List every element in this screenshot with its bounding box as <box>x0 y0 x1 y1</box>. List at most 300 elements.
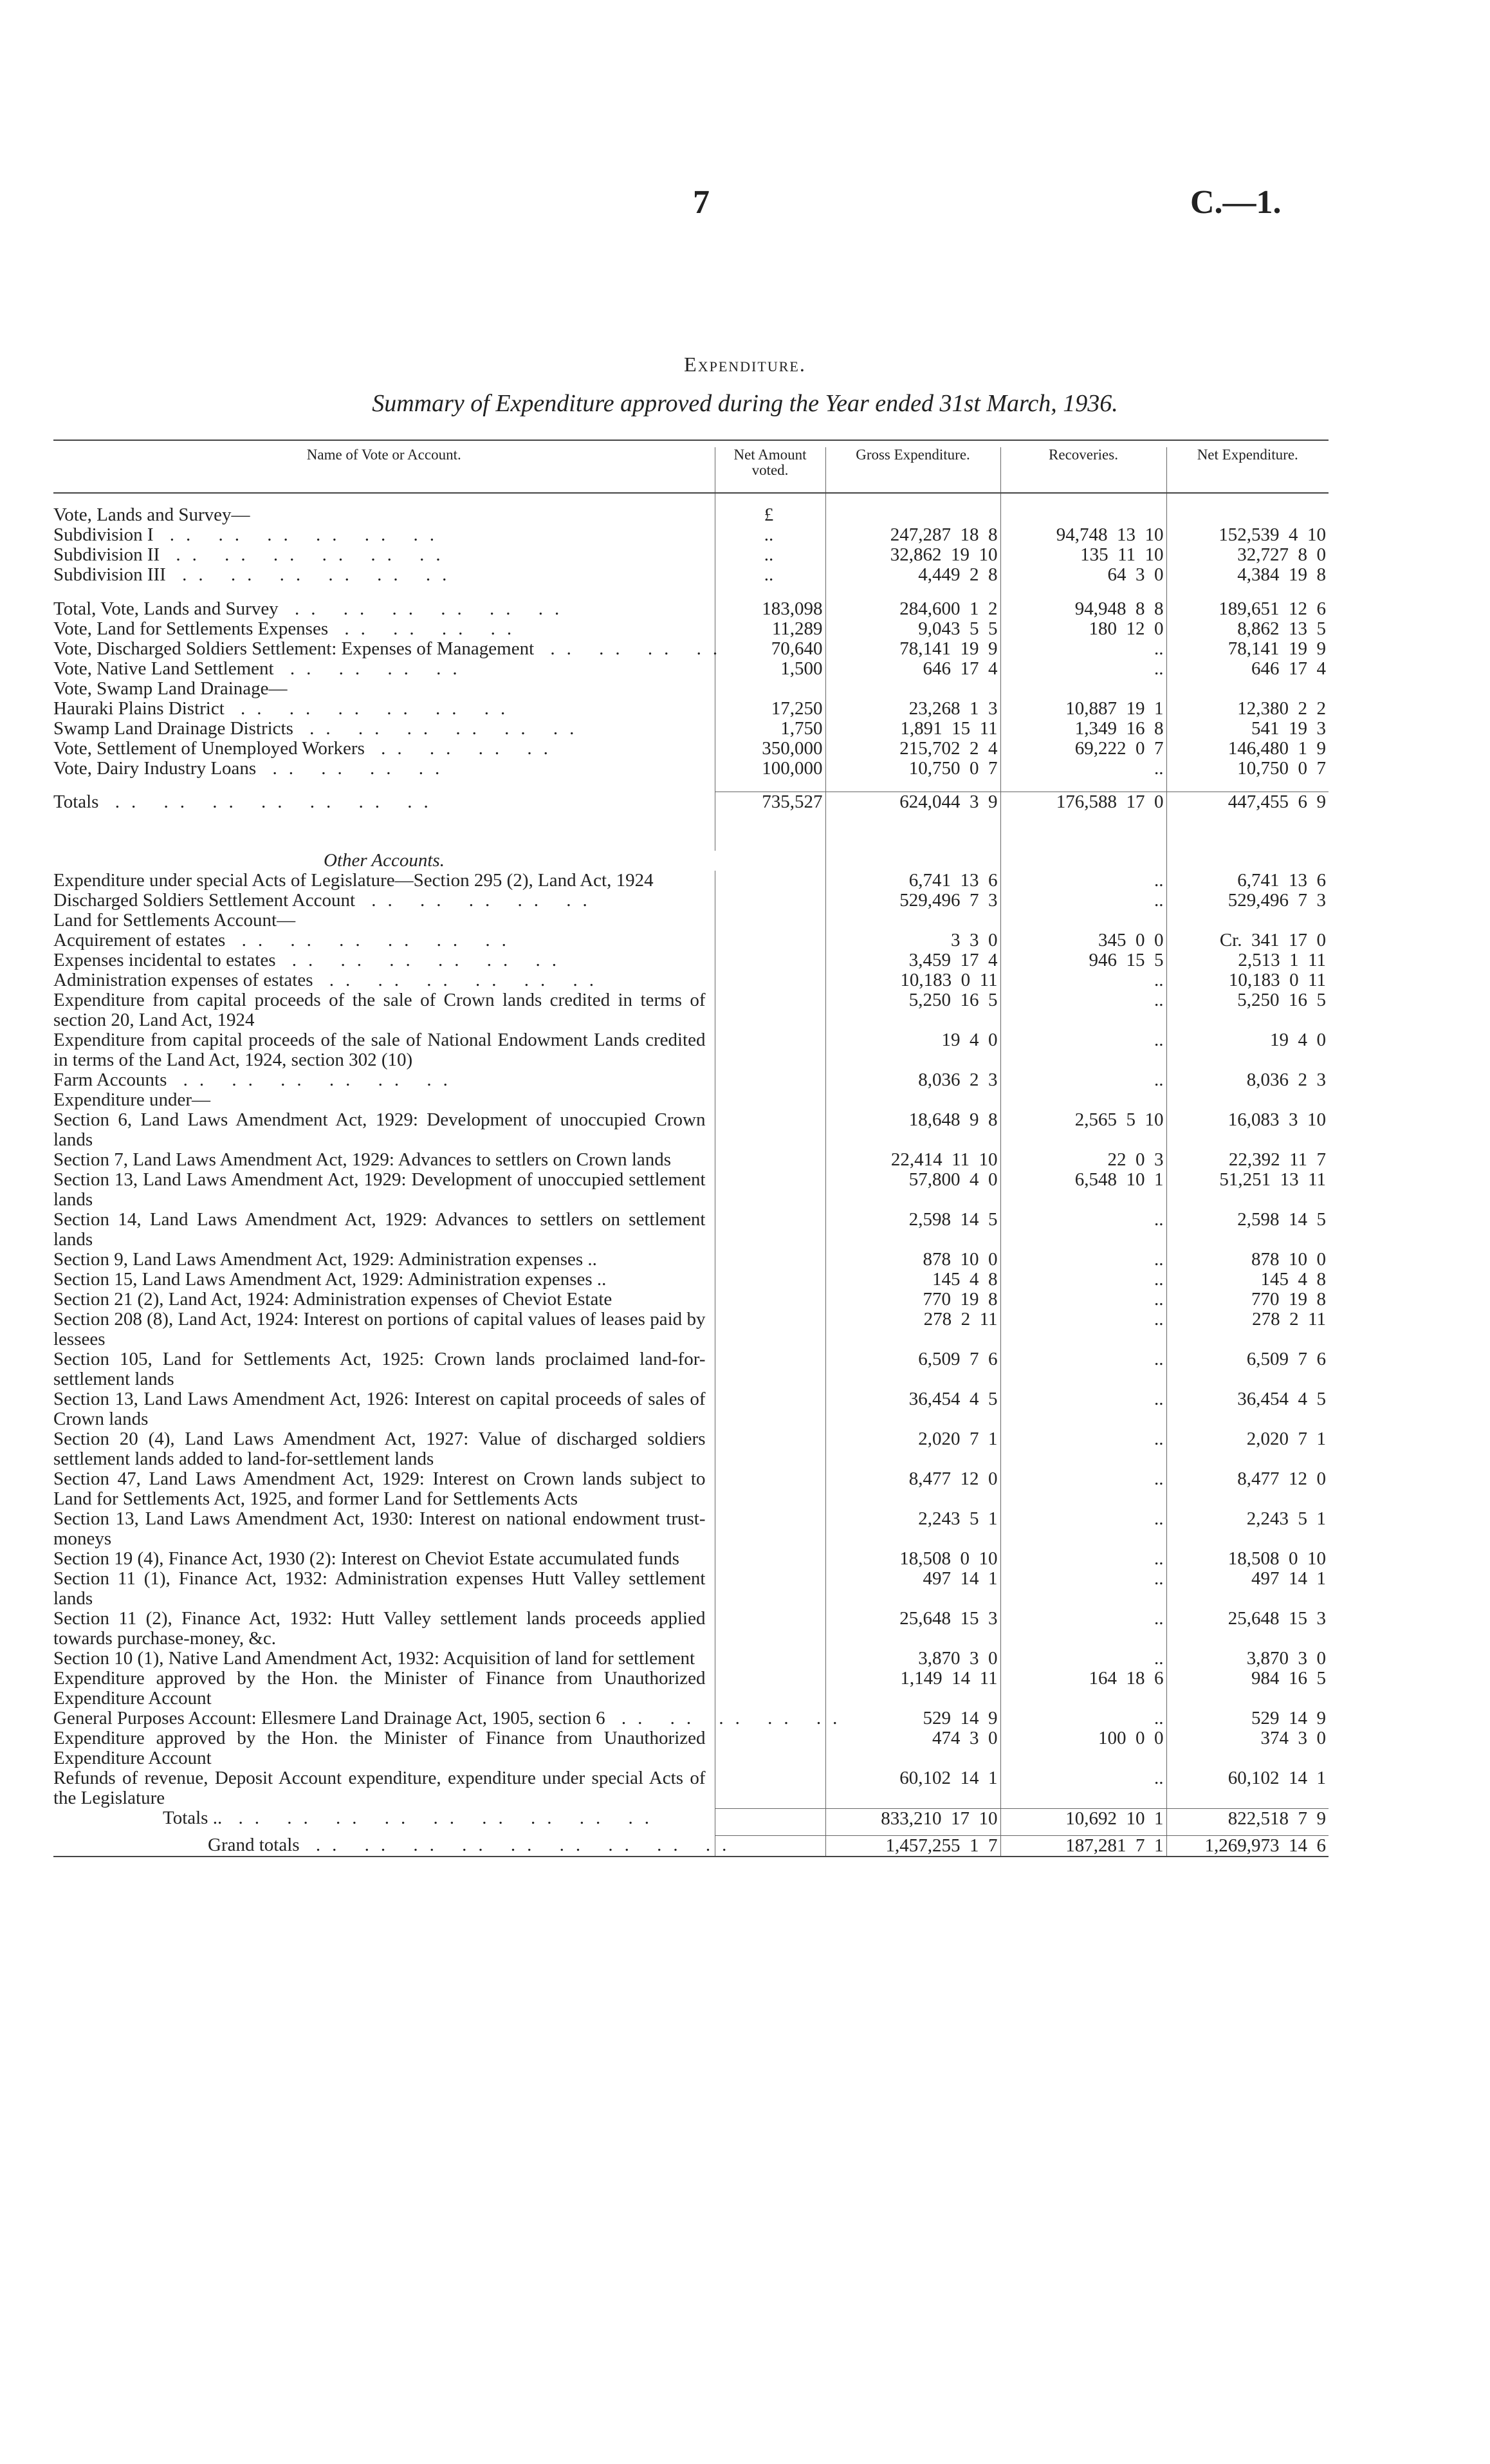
voted-cell <box>715 891 825 911</box>
row-label-text: Section 9, Land Laws Amendment Act, 1929: Administration expenses .. <box>53 1249 597 1270</box>
recoveries-cell: 176,588 17 0 <box>1000 792 1166 813</box>
recoveries-cell: .. <box>1000 891 1166 911</box>
row-label <box>53 1250 715 1270</box>
table-row <box>53 990 1329 1030</box>
row-label <box>53 1210 715 1250</box>
recoveries-cell: 135 11 10 <box>1000 545 1166 565</box>
table-row <box>53 1709 1329 1728</box>
table-row <box>53 1728 1329 1768</box>
gross-cell: 36,454 4 5 <box>825 1389 1000 1429</box>
gross-cell: 57,800 4 0 <box>825 1170 1000 1210</box>
row-label: Vote, Dairy Industry Loans .. .. .. .. <box>53 758 452 779</box>
row-label-text: Expenditure from capital proceeds of the sale of Crown lands credited in terms of section 20, Land Act, 1924 <box>53 990 706 1030</box>
net-cell: 8,036 2 3 <box>1166 1070 1329 1090</box>
row-label-text: Vote, Lands and Survey— <box>53 505 250 525</box>
recoveries-cell: 345 0 0 <box>1000 931 1166 950</box>
row-label-text: Totals .. <box>163 1808 223 1828</box>
row-label: Subdivision I .. .. .. .. .. .. <box>53 524 446 545</box>
other-totals-row <box>53 1808 1329 1829</box>
net-cell: 25,648 15 3 <box>1166 1609 1329 1649</box>
row-label <box>53 1150 715 1170</box>
row-label-text: Section 47, Land Laws Amendment Act, 1929: Interest on Crown lands subject to Land for Settlements Act, 1925, and former Land for Settlements Acts <box>53 1468 706 1509</box>
table-row <box>53 1150 1329 1170</box>
row-label <box>53 1270 715 1290</box>
recoveries-cell <box>1000 505 1166 525</box>
row-label <box>53 1728 715 1768</box>
row-label-text: Subdivision I <box>53 524 154 545</box>
gross-cell: 284,600 1 2 <box>825 599 1000 619</box>
table-row <box>53 1090 1329 1110</box>
table-row <box>53 1768 1329 1808</box>
recoveries-cell: 6,548 10 1 <box>1000 1170 1166 1210</box>
row-label-text: Expenditure approved by the Hon. the Minister of Finance from Unauthorized Expenditure Account <box>53 1668 706 1709</box>
gross-cell <box>825 911 1000 931</box>
voted-cell: .. <box>715 545 825 565</box>
net-cell: 12,380 2 2 <box>1166 699 1329 719</box>
voted-cell <box>715 1250 825 1270</box>
net-cell: 2,243 5 1 <box>1166 1509 1329 1549</box>
row-label: Vote, Settlement of Unemployed Workers .. .. .. .. <box>53 738 560 759</box>
spacer-row <box>53 493 1329 505</box>
table-row <box>53 931 1329 950</box>
gross-cell: 878 10 0 <box>825 1250 1000 1270</box>
gross-cell: 3,459 17 4 <box>825 950 1000 970</box>
voted-cell <box>715 1649 825 1669</box>
col-header-voted: Net Amount voted. <box>715 447 825 493</box>
row-label <box>53 1110 715 1150</box>
row-label-text: Vote, Land for Settlements Expenses <box>53 618 329 639</box>
recoveries-cell: .. <box>1000 759 1166 779</box>
row-label: Grand totals .. .. .. .. .. .. .. .. .. <box>53 1835 715 1857</box>
gross-cell: 529 14 9 <box>825 1709 1000 1728</box>
net-cell: 2,513 1 11 <box>1166 950 1329 970</box>
row-label: Totals .. .. .. .. .. .. .. .. .. .. <box>53 1808 715 1829</box>
recoveries-cell: .. <box>1000 1349 1166 1389</box>
recoveries-cell: 69,222 0 7 <box>1000 739 1166 759</box>
table-row <box>53 739 1329 759</box>
voted-cell <box>715 1808 825 1829</box>
row-label-text: Expenditure approved by the Hon. the Minister of Finance from Unauthorized Expenditure Account <box>53 1728 706 1768</box>
row-label: General Purposes Account: Ellesmere Land Drainage Act, 1905, section 6 .. .. .. .. .. <box>53 1708 849 1728</box>
document-code: C.—1. <box>1190 184 1282 221</box>
net-cell: 10,750 0 7 <box>1166 759 1329 779</box>
row-label-text: Swamp Land Drainage Districts <box>53 718 293 739</box>
net-cell: 497 14 1 <box>1166 1569 1329 1609</box>
row-label-text: Vote, Discharged Soldiers Settlement: Expenses of Management <box>53 638 535 659</box>
net-cell: 3,870 3 0 <box>1166 1649 1329 1669</box>
row-label: Acquirement of estates .. .. .. .. .. .. <box>53 930 518 950</box>
net-cell: 1,269,973 14 6 <box>1166 1835 1329 1857</box>
row-label <box>53 990 715 1030</box>
net-cell: 646 17 4 <box>1166 659 1329 679</box>
voted-cell <box>715 1290 825 1310</box>
net-cell: 8,862 13 5 <box>1166 619 1329 639</box>
recoveries-cell: .. <box>1000 1768 1166 1808</box>
table-row <box>53 1509 1329 1549</box>
gross-cell: 23,268 1 3 <box>825 699 1000 719</box>
voted-cell <box>715 1110 825 1150</box>
voted-cell: .. <box>715 525 825 545</box>
table-row <box>53 1389 1329 1429</box>
row-label-text: Expenditure under— <box>53 1089 211 1110</box>
table-row <box>53 1270 1329 1290</box>
net-cell: 22,392 11 7 <box>1166 1150 1329 1170</box>
net-cell: 10,183 0 11 <box>1166 970 1329 990</box>
table-row <box>53 505 1329 525</box>
gross-cell <box>825 679 1000 699</box>
voted-cell: 183,098 <box>715 599 825 619</box>
table-row <box>53 1030 1329 1070</box>
col-header-recoveries: Recoveries. <box>1000 447 1166 493</box>
table-row <box>53 1549 1329 1569</box>
recoveries-cell: 94,748 13 10 <box>1000 525 1166 545</box>
voted-cell <box>715 1070 825 1090</box>
table-title: Summary of Expenditure approved during the Year ended 31st March, 1936. <box>372 390 1118 417</box>
spacer-row <box>53 779 1329 792</box>
row-label-text: General Purposes Account: Ellesmere Land Drainage Act, 1905, section 6 <box>53 1708 605 1728</box>
gross-cell: 10,750 0 7 <box>825 759 1000 779</box>
net-cell: 6,741 13 6 <box>1166 871 1329 891</box>
recoveries-cell: .. <box>1000 1210 1166 1250</box>
table-row <box>53 599 1329 619</box>
net-cell: 189,651 12 6 <box>1166 599 1329 619</box>
gross-cell: 1,149 14 11 <box>825 1669 1000 1709</box>
expenditure-table <box>53 447 1329 1860</box>
row-label-text: Administration expenses of estates <box>53 970 313 990</box>
table-row <box>53 1609 1329 1649</box>
recoveries-cell: 94,948 8 8 <box>1000 599 1166 619</box>
row-label-text: Section 208 (8), Land Act, 1924: Interest on portions of capital values of leases paid by lessees <box>53 1309 706 1349</box>
gross-cell: 22,414 11 10 <box>825 1150 1000 1170</box>
table-row <box>53 659 1329 679</box>
voted-cell: 11,289 <box>715 619 825 639</box>
gross-cell: 497 14 1 <box>825 1569 1000 1609</box>
net-cell: 4,384 19 8 <box>1166 565 1329 585</box>
table-row <box>53 1290 1329 1310</box>
recoveries-cell: 100 0 0 <box>1000 1728 1166 1768</box>
row-label: Subdivision III .. .. .. .. .. .. <box>53 564 459 585</box>
row-label <box>53 1509 715 1549</box>
gross-cell: 32,862 19 10 <box>825 545 1000 565</box>
table-row <box>53 1170 1329 1210</box>
row-label <box>53 1310 715 1349</box>
row-label <box>53 505 715 525</box>
net-cell: 2,598 14 5 <box>1166 1210 1329 1250</box>
row-label-text: Land for Settlements Account— <box>53 910 296 931</box>
net-cell <box>1166 911 1329 931</box>
gross-cell: 247,287 18 8 <box>825 525 1000 545</box>
table-row <box>53 970 1329 990</box>
row-label-text: Section 11 (2), Finance Act, 1932: Hutt Valley settlement lands proceeds applied towards purchase-money, &c. <box>53 1608 706 1649</box>
gross-cell: 3,870 3 0 <box>825 1649 1000 1669</box>
row-label <box>53 911 715 931</box>
net-cell: 16,083 3 10 <box>1166 1110 1329 1150</box>
row-label-text: Expenditure under special Acts of Legislature—Section 295 (2), Land Act, 1924 <box>53 870 654 891</box>
voted-cell <box>715 1609 825 1649</box>
gross-cell: 18,508 0 10 <box>825 1549 1000 1569</box>
recoveries-cell: .. <box>1000 970 1166 990</box>
recoveries-cell: 187,281 7 1 <box>1000 1835 1166 1857</box>
voted-cell <box>715 1310 825 1349</box>
row-label-text: Section 7, Land Laws Amendment Act, 1929: Advances to settlers on Crown lands <box>53 1149 672 1170</box>
gross-cell: 646 17 4 <box>825 659 1000 679</box>
gross-cell: 1,457,255 1 7 <box>825 1835 1000 1857</box>
gross-cell: 60,102 14 1 <box>825 1768 1000 1808</box>
net-cell: 878 10 0 <box>1166 1250 1329 1270</box>
recoveries-cell: 10,692 10 1 <box>1000 1808 1166 1829</box>
row-label-text: Section 19 (4), Finance Act, 1930 (2): Interest on Cheviot Estate accumulated funds <box>53 1548 679 1569</box>
gross-cell: 6,741 13 6 <box>825 871 1000 891</box>
gross-cell: 10,183 0 11 <box>825 970 1000 990</box>
recoveries-cell: .. <box>1000 990 1166 1030</box>
gross-cell: 2,598 14 5 <box>825 1210 1000 1250</box>
net-cell: 447,455 6 9 <box>1166 792 1329 813</box>
row-label-text: Section 13, Land Laws Amendment Act, 1930: Interest on national endowment trust-moneys <box>53 1508 706 1549</box>
net-cell: 32,727 8 0 <box>1166 545 1329 565</box>
row-label: Subdivision II .. .. .. .. .. .. <box>53 544 452 565</box>
net-cell: 822,518 7 9 <box>1166 1808 1329 1829</box>
row-label <box>53 1669 715 1709</box>
voted-cell <box>715 1469 825 1509</box>
gross-cell: 6,509 7 6 <box>825 1349 1000 1389</box>
row-label <box>53 1090 715 1110</box>
table-row <box>53 1469 1329 1509</box>
row-label-text: Section 6, Land Laws Amendment Act, 1929: Development of unoccupied Crown lands <box>53 1109 706 1150</box>
table-row <box>53 1649 1329 1669</box>
table-row <box>53 1070 1329 1090</box>
gross-cell: 1,891 15 11 <box>825 719 1000 739</box>
row-label-text: Grand totals <box>208 1835 300 1855</box>
col-header-name: Name of Vote or Account. <box>53 447 715 493</box>
voted-cell <box>715 1549 825 1569</box>
row-label <box>53 1549 715 1569</box>
row-label-text: Section 11 (1), Finance Act, 1932: Administration expenses Hutt Valley settlement lands <box>53 1568 706 1609</box>
voted-cell <box>715 1728 825 1768</box>
gross-cell: 278 2 11 <box>825 1310 1000 1349</box>
table-row <box>53 1110 1329 1150</box>
gross-cell: 474 3 0 <box>825 1728 1000 1768</box>
table-row <box>53 1349 1329 1389</box>
table-row <box>53 1569 1329 1609</box>
gross-cell: 3 3 0 <box>825 931 1000 950</box>
header-row <box>53 447 1329 493</box>
voted-cell <box>715 1509 825 1549</box>
voted-cell <box>715 970 825 990</box>
gross-cell: 9,043 5 5 <box>825 619 1000 639</box>
recoveries-cell: 946 15 5 <box>1000 950 1166 970</box>
gross-cell: 19 4 0 <box>825 1030 1000 1070</box>
row-label <box>53 1768 715 1808</box>
row-label <box>53 1170 715 1210</box>
row-label <box>53 1469 715 1509</box>
voted-cell <box>715 1090 825 1110</box>
voted-cell <box>715 1669 825 1709</box>
recoveries-cell: .. <box>1000 871 1166 891</box>
voted-cell <box>715 1349 825 1389</box>
row-label <box>53 871 715 891</box>
grand-totals-row <box>53 1835 1329 1857</box>
net-cell: 146,480 1 9 <box>1166 739 1329 759</box>
net-cell: 8,477 12 0 <box>1166 1469 1329 1509</box>
net-cell: 36,454 4 5 <box>1166 1389 1329 1429</box>
row-label-text: Vote, Settlement of Unemployed Workers <box>53 738 365 759</box>
row-label <box>53 1349 715 1389</box>
recoveries-cell: .. <box>1000 1070 1166 1090</box>
row-label: Farm Accounts .. .. .. .. .. .. <box>53 1070 459 1090</box>
voted-cell <box>715 990 825 1030</box>
row-label: Discharged Soldiers Settlement Account .. .. .. .. .. <box>53 890 599 911</box>
totals-row <box>53 792 1329 813</box>
net-cell <box>1166 1090 1329 1110</box>
gross-cell: 833,210 17 10 <box>825 1808 1000 1829</box>
row-label <box>53 1429 715 1469</box>
row-label: Swamp Land Drainage Districts .. .. .. .. .. .. <box>53 718 586 739</box>
table-row <box>53 891 1329 911</box>
row-label-text: Totals <box>53 791 99 812</box>
recoveries-cell: .. <box>1000 1609 1166 1649</box>
table-row <box>53 871 1329 891</box>
recoveries-cell: 22 0 3 <box>1000 1150 1166 1170</box>
voted-cell <box>715 1389 825 1429</box>
row-label-text: Farm Accounts <box>53 1070 167 1090</box>
table-row <box>53 565 1329 585</box>
recoveries-cell: .. <box>1000 1649 1166 1669</box>
table-row <box>53 1210 1329 1250</box>
recoveries-cell <box>1000 1090 1166 1110</box>
col-header-net: Net Expenditure. <box>1166 447 1329 493</box>
recoveries-cell: .. <box>1000 1270 1166 1290</box>
row-label <box>53 1389 715 1429</box>
voted-cell: 17,250 <box>715 699 825 719</box>
page-number: 7 <box>693 184 710 221</box>
voted-cell: 100,000 <box>715 759 825 779</box>
row-label <box>53 1649 715 1669</box>
row-label-text: Refunds of revenue, Deposit Account expenditure, expenditure under special Acts of the Legislature <box>53 1768 706 1808</box>
table-row <box>53 639 1329 659</box>
net-cell: 984 16 5 <box>1166 1669 1329 1709</box>
row-label-text: Subdivision II <box>53 544 160 565</box>
recoveries-cell <box>1000 911 1166 931</box>
voted-cell <box>715 1569 825 1609</box>
gross-cell: 624,044 3 9 <box>825 792 1000 813</box>
row-label-text: Total, Vote, Lands and Survey <box>53 598 279 619</box>
table-row <box>53 1669 1329 1709</box>
recoveries-cell <box>1000 679 1166 699</box>
row-label-text: Section 10 (1), Native Land Amendment Act, 1932: Acquisition of land for settlement <box>53 1648 695 1669</box>
net-cell: 2,020 7 1 <box>1166 1429 1329 1469</box>
row-label <box>53 679 715 699</box>
row-label-text: Section 13, Land Laws Amendment Act, 1929: Development of unoccupied settlement lands <box>53 1169 706 1210</box>
spacer-row <box>53 585 1329 599</box>
gross-cell: 2,020 7 1 <box>825 1429 1000 1469</box>
other-accounts-heading: Other Accounts. <box>324 850 445 871</box>
row-label-text: Vote, Dairy Industry Loans <box>53 758 257 779</box>
voted-cell <box>715 931 825 950</box>
table-row <box>53 1250 1329 1270</box>
spacer-row <box>53 812 1329 851</box>
row-label: Totals .. .. .. .. .. .. .. <box>53 791 440 812</box>
gross-cell: 770 19 8 <box>825 1290 1000 1310</box>
table-row <box>53 525 1329 545</box>
net-cell: 374 3 0 <box>1166 1728 1329 1768</box>
gross-cell: 529,496 7 3 <box>825 891 1000 911</box>
net-cell: 19 4 0 <box>1166 1030 1329 1070</box>
voted-cell <box>715 1150 825 1170</box>
row-label: Vote, Land for Settlements Expenses .. .. .. .. <box>53 618 524 639</box>
recoveries-cell: .. <box>1000 1310 1166 1349</box>
table-row <box>53 619 1329 639</box>
row-label-text: Section 21 (2), Land Act, 1924: Administration expenses of Cheviot Estate <box>53 1289 612 1310</box>
row-label-text: Discharged Soldiers Settlement Account <box>53 890 356 911</box>
voted-cell <box>715 950 825 970</box>
recoveries-cell: .. <box>1000 1709 1166 1728</box>
row-label: Total, Vote, Lands and Survey .. .. .. .. .. .. <box>53 598 571 619</box>
section-heading: Expenditure. <box>684 353 806 376</box>
recoveries-cell: .. <box>1000 1429 1166 1469</box>
row-label-text: Hauraki Plains District <box>53 698 225 719</box>
recoveries-cell: .. <box>1000 1250 1166 1270</box>
recoveries-cell: .. <box>1000 1569 1166 1609</box>
gross-cell: 78,141 19 9 <box>825 639 1000 659</box>
net-cell: 145 4 8 <box>1166 1270 1329 1290</box>
voted-cell <box>715 1030 825 1070</box>
gross-cell <box>825 505 1000 525</box>
voted-cell <box>715 1270 825 1290</box>
gross-cell: 25,648 15 3 <box>825 1609 1000 1649</box>
recoveries-cell: .. <box>1000 659 1166 679</box>
voted-cell: £ <box>715 505 825 525</box>
voted-cell: 1,750 <box>715 719 825 739</box>
recoveries-cell: .. <box>1000 1389 1166 1429</box>
row-label-text: Section 15, Land Laws Amendment Act, 1929: Administration expenses .. <box>53 1269 607 1290</box>
row-label-text: Section 13, Land Laws Amendment Act, 1926: Interest on capital proceeds of sales of Crown lands <box>53 1389 706 1429</box>
net-cell: Cr. 341 17 0 <box>1166 931 1329 950</box>
row-label-text: Section 20 (4), Land Laws Amendment Act, 1927: Value of discharged soldiers settlement lands added to land-for-settlement lands <box>53 1429 706 1469</box>
recoveries-cell: .. <box>1000 1030 1166 1070</box>
net-cell: 152,539 4 10 <box>1166 525 1329 545</box>
net-cell: 18,508 0 10 <box>1166 1549 1329 1569</box>
net-cell: 6,509 7 6 <box>1166 1349 1329 1389</box>
net-cell: 5,250 16 5 <box>1166 990 1329 1030</box>
voted-cell: 350,000 <box>715 739 825 759</box>
recoveries-cell: .. <box>1000 1549 1166 1569</box>
row-label-text: Expenditure from capital proceeds of the sale of National Endowment Lands credited in terms of the Land Act, 1924, section 302 (10) <box>53 1030 706 1070</box>
recoveries-cell: 180 12 0 <box>1000 619 1166 639</box>
voted-cell: .. <box>715 565 825 585</box>
gross-cell: 8,477 12 0 <box>825 1469 1000 1509</box>
row-label-text: Section 105, Land for Settlements Act, 1925: Crown lands proclaimed land-for-settlement lands <box>53 1349 706 1389</box>
row-label <box>53 1569 715 1609</box>
voted-cell <box>715 1768 825 1808</box>
gross-cell: 2,243 5 1 <box>825 1509 1000 1549</box>
row-label-text: Subdivision III <box>53 564 166 585</box>
gross-cell: 5,250 16 5 <box>825 990 1000 1030</box>
voted-cell: 70,640 <box>715 639 825 659</box>
row-label-text: Vote, Swamp Land Drainage— <box>53 678 288 699</box>
table-row <box>53 719 1329 739</box>
table-row <box>53 699 1329 719</box>
table-row <box>53 759 1329 779</box>
row-label: Hauraki Plains District .. .. .. .. .. .. <box>53 698 517 719</box>
net-cell: 51,251 13 11 <box>1166 1170 1329 1210</box>
row-label <box>53 1030 715 1070</box>
row-label: Expenses incidental to estates .. .. .. .. .. .. <box>53 950 568 970</box>
recoveries-cell: .. <box>1000 1290 1166 1310</box>
row-label: Vote, Native Land Settlement .. .. .. .. <box>53 658 469 679</box>
recoveries-cell: .. <box>1000 1469 1166 1509</box>
row-label-text: Expenses incidental to estates <box>53 950 276 970</box>
row-label-text: Acquirement of estates <box>53 930 226 950</box>
